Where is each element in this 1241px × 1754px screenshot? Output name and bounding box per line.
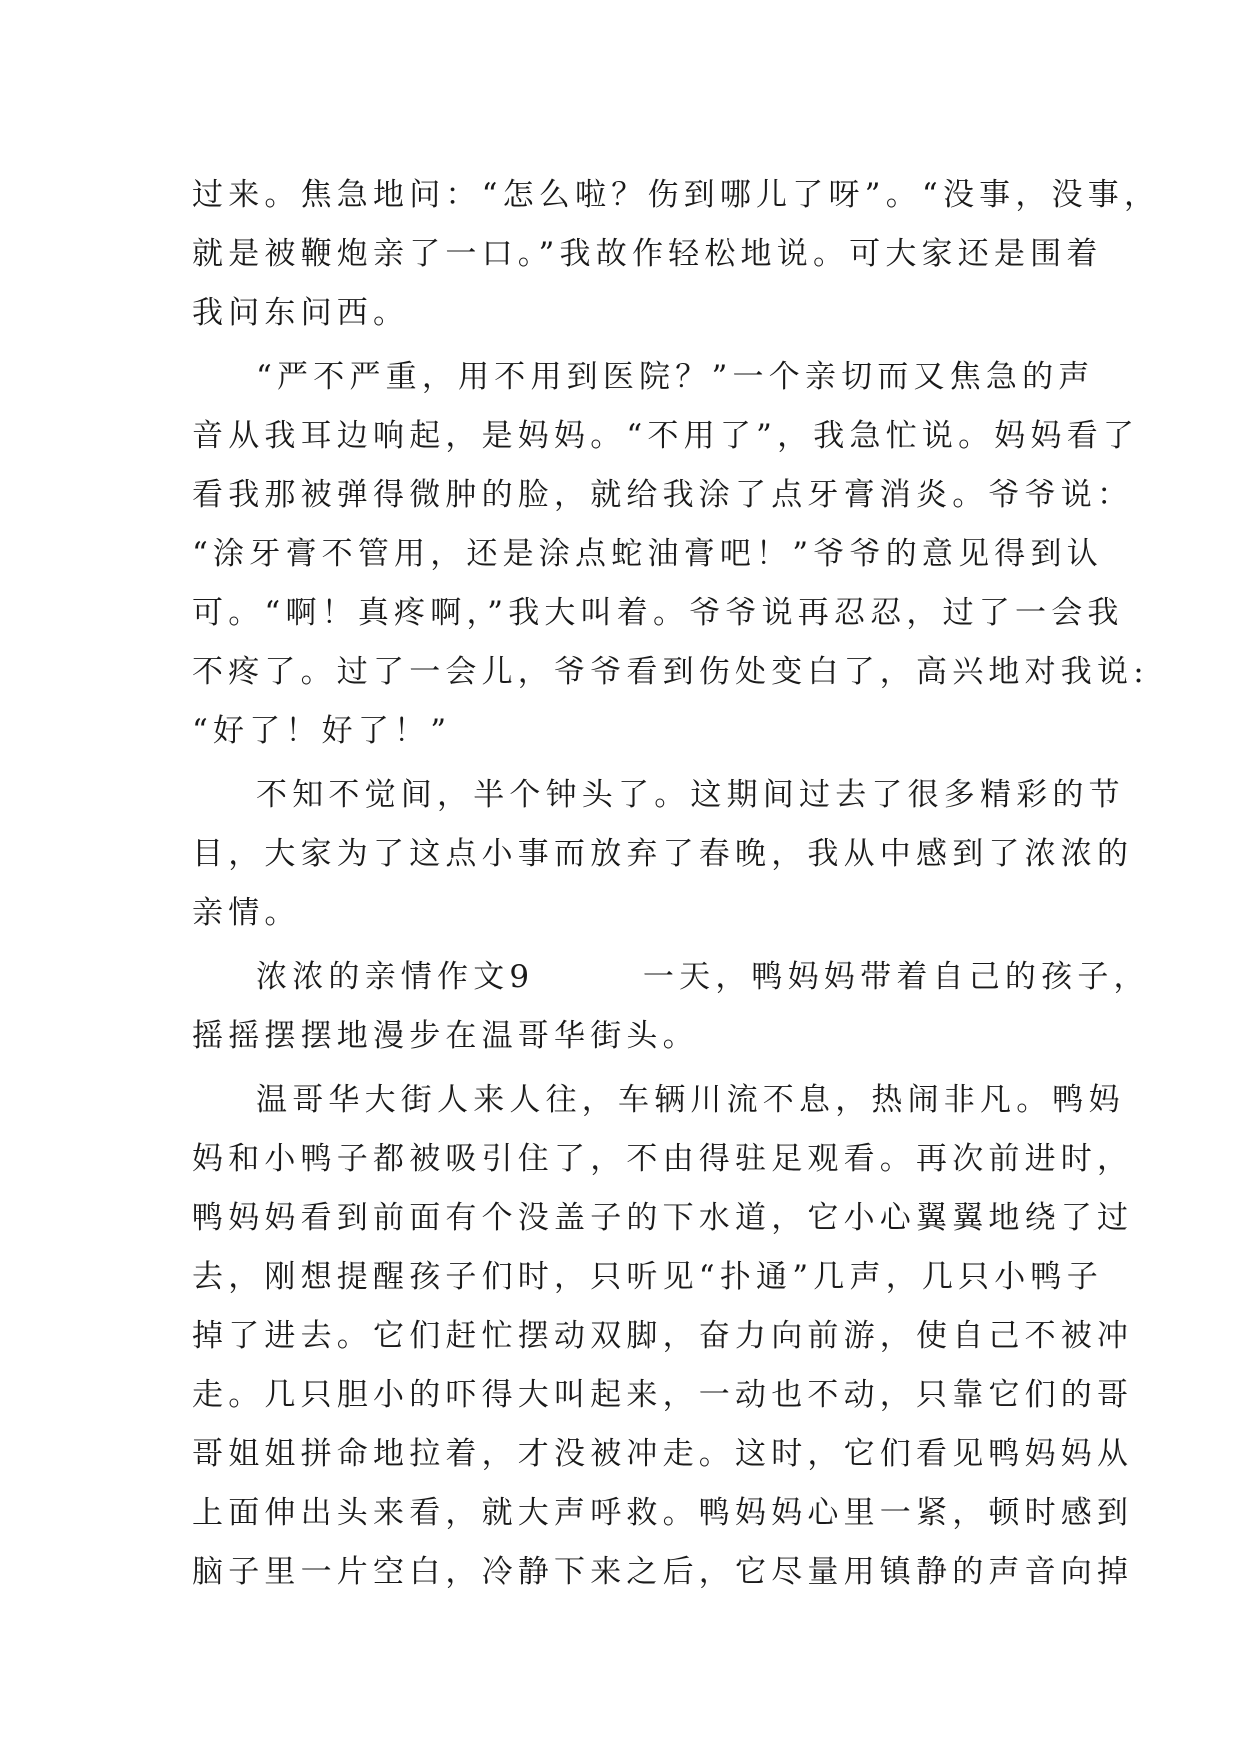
text-line: 音从我耳边响起，是妈妈。“不用了”，我急忙说。妈妈看了 xyxy=(192,418,1140,454)
text-line: 上面伸出头来看，就大声呼救。鸭妈妈心里一紧，顿时感到 xyxy=(192,1495,1134,1531)
text-line: 可。“啊！真疼啊，”我大叫着。爷爷说再忍忍，过了一会我 xyxy=(192,595,1124,631)
text-line: 去，刚想提醒孩子们时，只听见“扑通”几声，几只小鸭子 xyxy=(192,1259,1103,1295)
text-line: 鸭妈妈看到前面有个没盖子的下水道，它小心翼翼地绕了过 xyxy=(192,1200,1134,1236)
text-line: “严不严重，用不用到医院？”一个亲切而又焦急的声 xyxy=(256,359,1095,395)
text-line: 我问东问西。 xyxy=(192,295,410,331)
text-line: “好了！好了！” xyxy=(192,713,452,749)
paragraph xyxy=(192,1071,1134,1602)
text-line: 就是被鞭炮亲了一口。”我故作轻松地说。可大家还是围着 xyxy=(192,236,1103,272)
document-body xyxy=(192,166,1161,1602)
text-line: 不知不觉间，半个钟头了。这期间过去了很多精彩的节 xyxy=(256,777,1125,813)
text-line: 妈和小鸭子都被吸引住了，不由得驻足观看。再次前进时， xyxy=(192,1141,1134,1177)
text-line: “涂牙膏不管用，还是涂点蛇油膏吧！”爷爷的意见得到认 xyxy=(192,536,1103,572)
text-line: 哥姐姐拼命地拉着，才没被冲走。这时，它们看见鸭妈妈从 xyxy=(192,1436,1134,1472)
text-line: 掉了进去。它们赶忙摆动双脚，奋力向前游，使自己不被冲 xyxy=(192,1318,1134,1354)
text-line: 浓浓的亲情作文9 一天，鸭妈妈带着自己的孩子， xyxy=(256,959,1150,995)
paragraph xyxy=(192,948,1150,1066)
paragraph xyxy=(192,166,1161,343)
text-line: 脑子里一片空白，冷静下来之后，它尽量用镇静的声音向掉 xyxy=(192,1554,1134,1590)
paragraph xyxy=(192,766,1134,943)
text-line: 亲情。 xyxy=(192,895,301,931)
text-line: 看我那被弹得微肿的脸，就给我涂了点牙膏消炎。爷爷说： xyxy=(192,477,1134,513)
text-line: 不疼了。过了一会儿，爷爷看到伤处变白了，高兴地对我说: xyxy=(192,654,1149,690)
text-line: 目，大家为了这点小事而放弃了春晚，我从中感到了浓浓的 xyxy=(192,836,1134,872)
text-line: 走。几只胆小的吓得大叫起来，一动也不动，只靠它们的哥 xyxy=(192,1377,1134,1413)
paragraph xyxy=(192,348,1149,761)
text-line: 摇摇摆摆地漫步在温哥华街头。 xyxy=(192,1018,699,1054)
text-line: 温哥华大街人来人往，车辆川流不息，热闹非凡。鸭妈 xyxy=(256,1082,1125,1118)
text-line: 过来。焦急地问：“怎么啦？伤到哪儿了呀”。“没事，没事， xyxy=(192,177,1161,213)
